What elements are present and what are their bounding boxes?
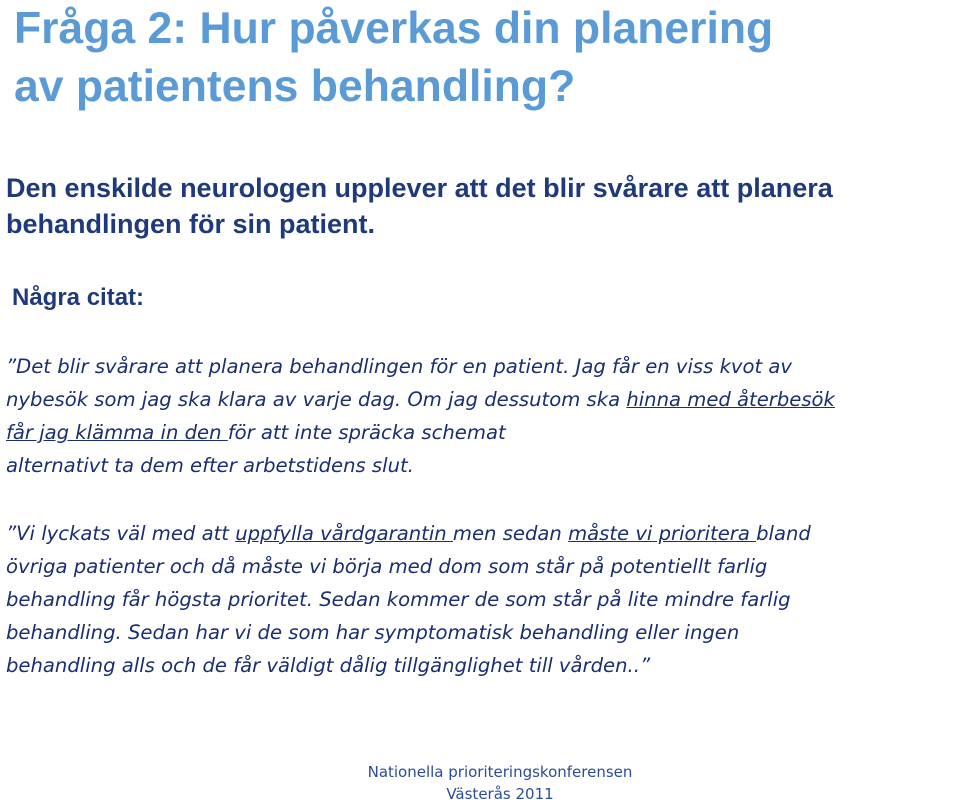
quote-1-line-2 [6,383,835,416]
quote-2-underlined-phrase-2: måste vi prioritera [568,522,757,545]
quote-1-line-1: ”Det blir svårare att planera behandlingen för en patient. Jag får en viss kvot av [6,355,793,378]
quotes-heading: Några citat: [12,284,145,311]
quote-1-line-4: alternativt ta dem efter arbetstidens slut. [6,454,414,477]
quote-2-line-3: behandling får högsta prioritet. Sedan kommer de som står på lite mindre farlig [6,588,791,611]
footer-conference-name: Nationella prioriteringskonferensen [367,763,633,781]
quote-2-line-2: övriga patienter och då måste vi börja med dom som står på potentiellt farlig [6,555,768,578]
quote-1-underlined-phrase-1: hinna med återbesök [626,388,835,411]
quote-1-underlined-phrase-2: får jag klämma in den [6,421,228,444]
intro-line-1: Den enskilde neurologen upplever att det blir svårare att planera [6,173,833,203]
quote-2-line-4: behandling. Sedan har vi de som har symptomatisk behandling eller ingen [6,621,740,644]
slide-title [14,0,960,116]
intro-statement [6,170,956,242]
intro-line-2: behandlingen för sin patient. [6,209,376,239]
quote-1 [6,350,835,482]
quote-2 [6,517,811,682]
quote-1-line-3 [6,416,835,449]
slide-title-line-2: av patientens behandling? [14,62,576,111]
quote-1-line-2-text: nybesök som jag ska klara av varje dag. [6,388,408,411]
quote-1-line-2-text-b: Om jag dessutom ska [407,388,627,411]
footer-location-year: Västerås 2011 [446,785,554,803]
quote-2-line-5: behandling alls och de får väldigt dålig tillgänglighet till vården..” [6,654,651,677]
quote-2-line-1-text-c: bland [756,522,811,545]
quote-2-underlined-phrase-1: uppfylla vårdgarantin [235,522,453,545]
quote-2-line-1-text-a: ”Vi lyckats väl med att [6,522,236,545]
slide-title-line-1: Fråga 2: Hur påverkas din planering [14,4,774,53]
quote-1-line-3-text: för att inte spräcka schemat [227,421,506,444]
quote-2-line-1 [6,517,811,550]
quote-2-line-1-text-b: men sedan [452,522,569,545]
